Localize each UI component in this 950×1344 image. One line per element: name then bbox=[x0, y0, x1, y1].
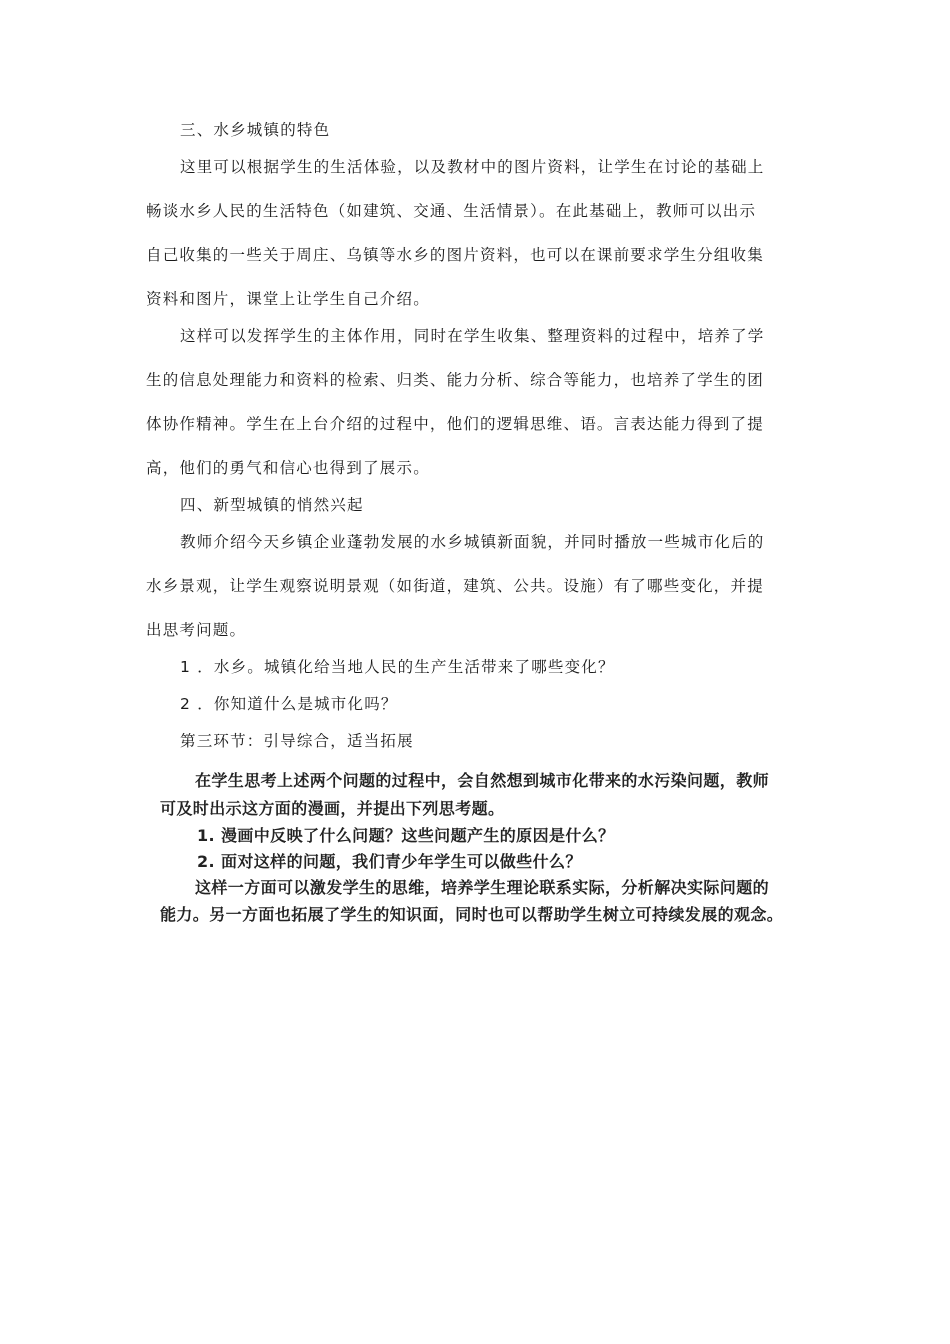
paragraph-line: 水乡景观，让学生观察说明景观（如街道，建筑、公共。设施）有了哪些变化，并提 bbox=[146, 577, 764, 595]
section-heading-stage-three: 第三环节：引导综合，适当拓展 bbox=[180, 732, 414, 750]
question-item: 2 ．你知道什么是城市化吗？ bbox=[180, 695, 398, 713]
paragraph-line: 出思考问题。 bbox=[146, 621, 247, 639]
paragraph-line: 畅谈水乡人民的生活特色（如建筑、交通、生活情景）。在此基础上，教师可以出示 bbox=[146, 202, 757, 220]
paragraph-line: 这里可以根据学生的生活体验，以及教材中的图片资料，让学生在讨论的基础上 bbox=[180, 158, 765, 176]
paragraph-line: 体协作精神。学生在上台介绍的过程中，他们的逻辑思维、语。言表达能力得到了提 bbox=[146, 415, 764, 433]
scanned-line: 在学生思考上述两个问题的过程中，会自然想到城市化带来的水污染问题，教师 bbox=[195, 771, 770, 790]
scanned-line: 能力。另一方面也拓展了学生的知识面，同时也可以帮助学生树立可持续发展的观念。 bbox=[160, 905, 784, 924]
paragraph-line: 教师介绍今天乡镇企业蓬勃发展的水乡城镇新面貌，并同时播放一些城市化后的 bbox=[180, 533, 765, 551]
section-heading-new-towns: 四、新型城镇的悄然兴起 bbox=[180, 496, 364, 514]
paragraph-line: 生的信息处理能力和资料的检索、归类、能力分析、综合等能力，也培养了学生的团 bbox=[146, 371, 764, 389]
scanned-line: 这样一方面可以激发学生的思维，培养学生理论联系实际，分析解决实际问题的 bbox=[195, 878, 770, 897]
scanned-line: 1. 漫画中反映了什么问题？这些问题产生的原因是什么？ bbox=[197, 826, 615, 845]
section-heading-water-town-features: 三、水乡城镇的特色 bbox=[180, 121, 331, 139]
scanned-line: 可及时出示这方面的漫画，并提出下列思考题。 bbox=[160, 799, 505, 818]
paragraph-line: 资料和图片，课堂上让学生自己介绍。 bbox=[146, 290, 430, 308]
paragraph-line: 这样可以发挥学生的主体作用，同时在学生收集、整理资料的过程中，培养了学 bbox=[180, 327, 765, 345]
paragraph-line: 自己收集的一些关于周庄、乌镇等水乡的图片资料，也可以在课前要求学生分组收集 bbox=[146, 246, 764, 264]
paragraph-line: 高，他们的勇气和信心也得到了展示。 bbox=[146, 459, 430, 477]
scanned-line: 2. 面对这样的问题，我们青少年学生可以做些什么？ bbox=[197, 852, 582, 871]
question-item: 1 ．水乡。城镇化给当地人民的生产生活带来了哪些变化？ bbox=[180, 658, 615, 676]
